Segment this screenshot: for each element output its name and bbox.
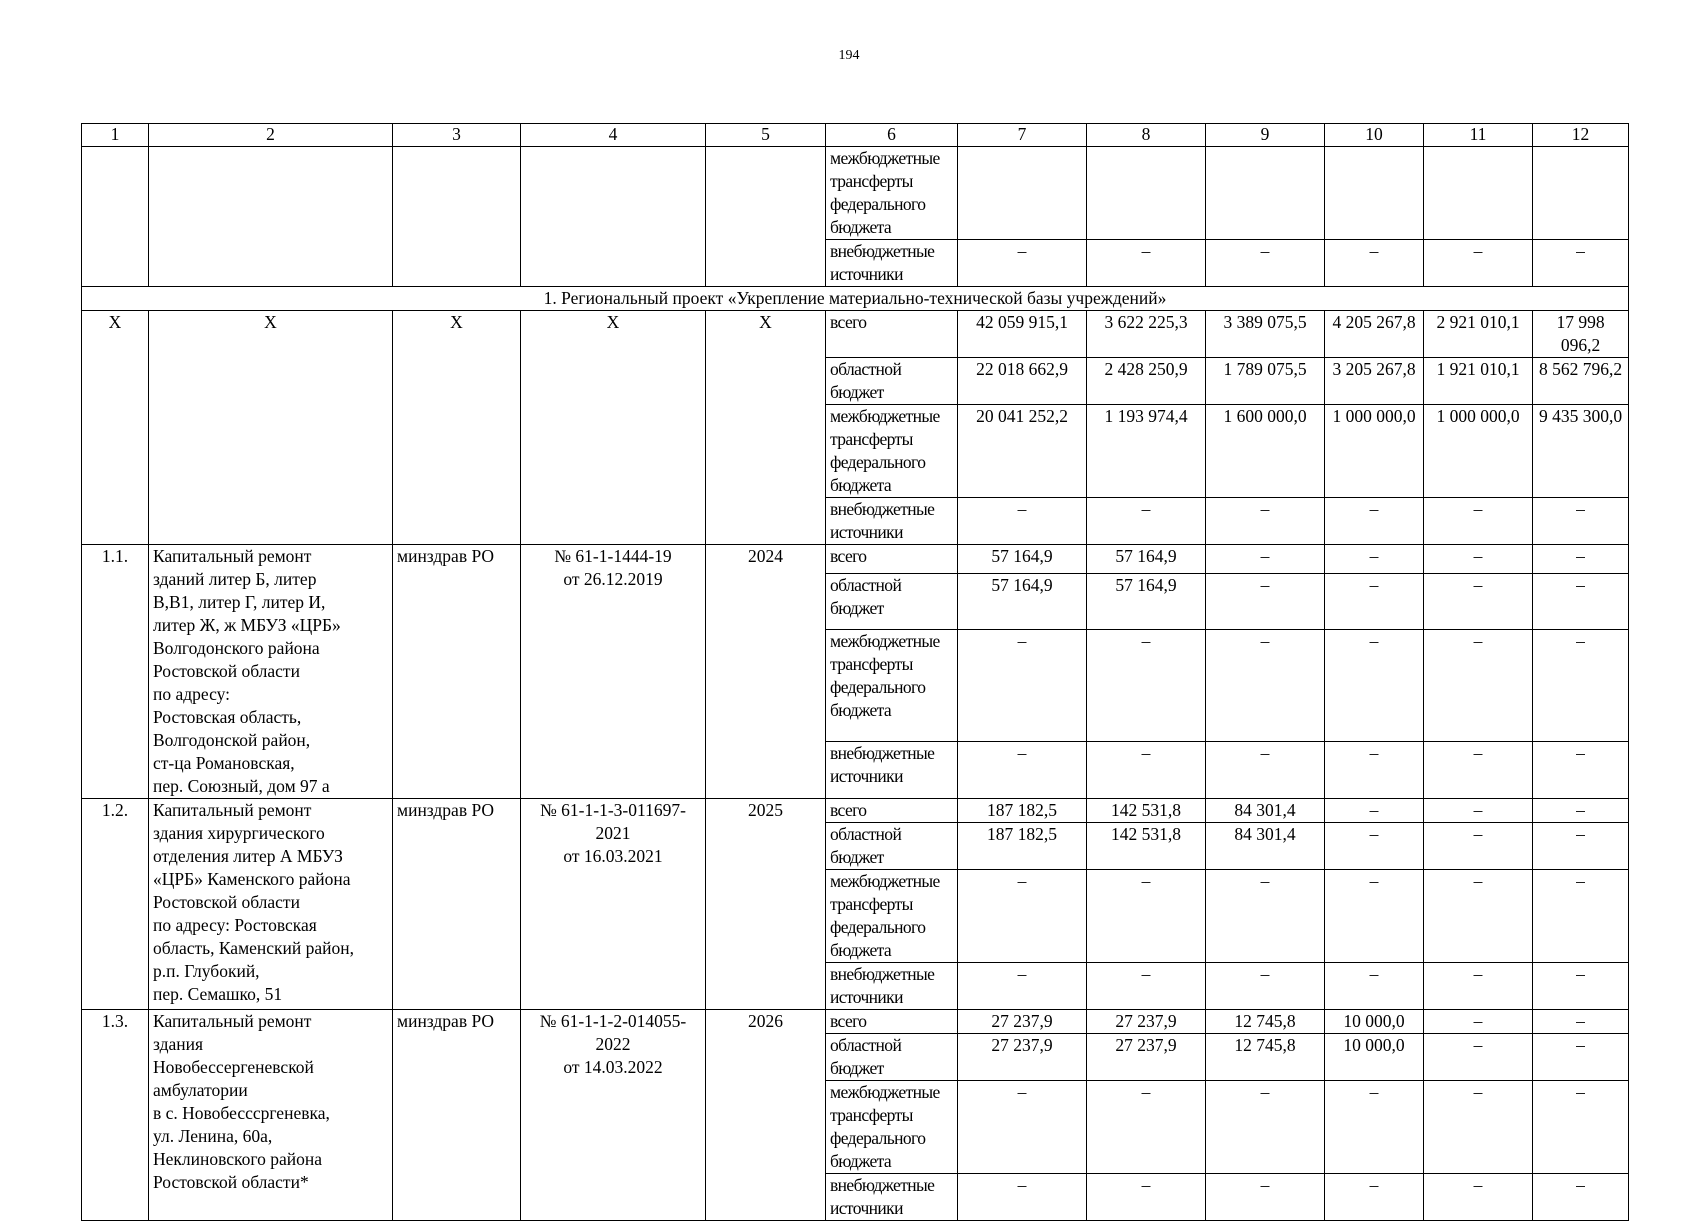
amount-cell [958, 147, 1087, 240]
amount-cell: – [1325, 870, 1424, 963]
amount-cell: 27 237,9 [1087, 1010, 1206, 1034]
amount-cell: – [1533, 742, 1629, 799]
object-name-line: отделения литер А МБУЗ [153, 846, 343, 866]
object-name-line: р.п. Глубокий, [153, 961, 260, 981]
object-name-line: Капитальный ремонт [153, 1011, 312, 1031]
amount-cell: – [1424, 963, 1533, 1010]
completion-year: 2024 [706, 545, 826, 799]
amount-cell: 20 041 252,2 [958, 405, 1087, 498]
amount-cell: – [1325, 1081, 1424, 1174]
amount-cell: – [958, 630, 1087, 742]
amount-cell: – [1533, 498, 1629, 545]
amount-cell: – [1206, 870, 1325, 963]
amount-cell: – [1325, 742, 1424, 799]
funding-source: межбюджетные трансферты федерального бюджета [826, 1081, 958, 1174]
amount-cell [1424, 147, 1533, 240]
funding-source: межбюджетные трансферты федерального бюджета [826, 147, 958, 240]
column-number: 5 [706, 124, 826, 147]
amount-cell: 8 562 796,2 [1533, 358, 1629, 405]
object-name-line: В,В1, литер Г, литер И, [153, 592, 326, 612]
amount-cell: – [1533, 870, 1629, 963]
amount-cell: – [1424, 498, 1533, 545]
empty-cell [82, 147, 149, 287]
column-number: 2 [149, 124, 393, 147]
amount-cell: – [1424, 240, 1533, 287]
summary-x-mark: X [706, 311, 826, 545]
amount-cell: – [1087, 1081, 1206, 1174]
amount-cell: 10 000,0 [1325, 1034, 1424, 1081]
object-name-line: пер. Семашко, 51 [153, 984, 283, 1004]
item-row [82, 799, 1629, 823]
column-number: 11 [1424, 124, 1533, 147]
column-number: 3 [393, 124, 521, 147]
amount-cell: 3 389 075,5 [1206, 311, 1325, 358]
amount-cell: 12 745,8 [1206, 1010, 1325, 1034]
funding-source: всего [826, 1010, 958, 1034]
amount-cell: – [1533, 1010, 1629, 1034]
amount-cell [1087, 147, 1206, 240]
amount-cell: – [1424, 1174, 1533, 1221]
amount-cell: 187 182,5 [958, 799, 1087, 823]
object-name-line: зданий литер Б, литер [153, 569, 317, 589]
column-number: 12 [1533, 124, 1629, 147]
amount-cell: – [958, 1174, 1087, 1221]
amount-cell: 1 789 075,5 [1206, 358, 1325, 405]
funding-source: всего [826, 545, 958, 574]
object-name [149, 545, 393, 799]
amount-cell: – [958, 870, 1087, 963]
page-number: 194 [838, 48, 860, 63]
amount-cell: – [1325, 799, 1424, 823]
amount-cell: 17 998 096,2 [1533, 311, 1629, 358]
amount-cell: – [1206, 1081, 1325, 1174]
object-name-line: ст-ца Романовская, [153, 753, 295, 773]
amount-cell: – [1424, 799, 1533, 823]
document-ref-line: № 61-1-1-2-014055- [539, 1011, 687, 1031]
amount-cell: – [958, 963, 1087, 1010]
object-name-line: Ростовской области [153, 892, 300, 912]
amount-cell: – [1206, 573, 1325, 630]
document-ref-line: № 61-1-1-3-011697- [540, 800, 686, 820]
document-ref-line: от 26.12.2019 [563, 569, 663, 589]
object-name [149, 1010, 393, 1221]
amount-cell: – [1533, 545, 1629, 574]
amount-cell: – [1206, 963, 1325, 1010]
column-number: 6 [826, 124, 958, 147]
amount-cell: 57 164,9 [958, 573, 1087, 630]
amount-cell: 3 205 267,8 [1325, 358, 1424, 405]
object-name-line: литер Ж, ж МБУЗ «ЦРБ» [153, 615, 341, 635]
object-name-line: Капитальный ремонт [153, 800, 312, 820]
amount-cell: 4 205 267,8 [1325, 311, 1424, 358]
amount-cell: – [1533, 799, 1629, 823]
responsible-org: минздрав РО [393, 799, 521, 1010]
section-title: 1. Региональный проект «Укрепление материально-технической базы учреждений» [82, 287, 1629, 311]
item-number: 1.3. [82, 1010, 149, 1221]
amount-cell: 27 237,9 [958, 1034, 1087, 1081]
object-name-line: пер. Союзный, дом 97 а [153, 776, 330, 796]
object-name-line: по адресу: Ростовская [153, 915, 317, 935]
object-name-line: Ростовская область, [153, 707, 302, 727]
object-name-line: Ростовской области* [153, 1172, 309, 1192]
amount-cell: – [1533, 240, 1629, 287]
summary-row [82, 311, 1629, 358]
item-row [82, 1010, 1629, 1034]
funding-source: внебюджетные источники [826, 240, 958, 287]
amount-cell: 42 059 915,1 [958, 311, 1087, 358]
column-number: 10 [1325, 124, 1424, 147]
document-ref [521, 799, 706, 1010]
object-name-line: область, Каменский район, [153, 938, 355, 958]
funding-source: всего [826, 799, 958, 823]
responsible-org: минздрав РО [393, 1010, 521, 1221]
column-number: 1 [82, 124, 149, 147]
amount-cell: – [1533, 573, 1629, 630]
amount-cell: – [1533, 823, 1629, 870]
amount-cell [1533, 147, 1629, 240]
section-row [82, 287, 1629, 311]
document-ref-line: № 61-1-1444-19 [554, 546, 672, 566]
document-ref [521, 1010, 706, 1221]
amount-cell: – [1424, 823, 1533, 870]
amount-cell: – [1325, 1174, 1424, 1221]
empty-cell [706, 147, 826, 287]
funding-source: областной бюджет [826, 1034, 958, 1081]
amount-cell: – [1206, 240, 1325, 287]
amount-cell: – [958, 240, 1087, 287]
amount-cell: 84 301,4 [1206, 823, 1325, 870]
amount-cell: – [1533, 630, 1629, 742]
amount-cell: – [1087, 870, 1206, 963]
continuation-row [82, 147, 1629, 240]
document-ref-line: 2022 [595, 1034, 631, 1054]
object-name-line: в с. Новобесссргеневка, [153, 1103, 330, 1123]
object-name-line: Капитальный ремонт [153, 546, 312, 566]
amount-cell: – [1087, 963, 1206, 1010]
amount-cell: 57 164,9 [1087, 573, 1206, 630]
amount-cell: – [1533, 1081, 1629, 1174]
item-number: 1.2. [82, 799, 149, 1010]
object-name-line: Волгодонской район, [153, 730, 311, 750]
completion-year: 2025 [706, 799, 826, 1010]
amount-cell: – [1206, 498, 1325, 545]
amount-cell: 10 000,0 [1325, 1010, 1424, 1034]
amount-cell: 2 921 010,1 [1424, 311, 1533, 358]
amount-cell: 1 000 000,0 [1424, 405, 1533, 498]
amount-cell: 22 018 662,9 [958, 358, 1087, 405]
funding-source: межбюджетные трансферты федерального бюджета [826, 630, 958, 742]
amount-cell: – [1424, 1034, 1533, 1081]
amount-cell: 142 531,8 [1087, 823, 1206, 870]
amount-cell: – [958, 1081, 1087, 1174]
funding-source: областной бюджет [826, 573, 958, 630]
funding-source: областной бюджет [826, 823, 958, 870]
amount-cell: 1 193 974,4 [1087, 405, 1206, 498]
amount-cell: 27 237,9 [958, 1010, 1087, 1034]
completion-year: 2026 [706, 1010, 826, 1221]
amount-cell: 2 428 250,9 [1087, 358, 1206, 405]
amount-cell: 57 164,9 [1087, 545, 1206, 574]
object-name-line: Новобессергеневской [153, 1057, 314, 1077]
item-number: 1.1. [82, 545, 149, 799]
amount-cell: – [1424, 742, 1533, 799]
amount-cell: 12 745,8 [1206, 1034, 1325, 1081]
amount-cell: – [1325, 240, 1424, 287]
column-number: 4 [521, 124, 706, 147]
amount-cell: – [1087, 240, 1206, 287]
responsible-org: минздрав РО [393, 545, 521, 799]
amount-cell: 3 622 225,3 [1087, 311, 1206, 358]
amount-cell: – [1206, 630, 1325, 742]
document-ref-line: от 14.03.2022 [563, 1057, 663, 1077]
amount-cell: 9 435 300,0 [1533, 405, 1629, 498]
amount-cell: 1 921 010,1 [1424, 358, 1533, 405]
object-name-line: Волгодонского района [153, 638, 320, 658]
amount-cell: 1 600 000,0 [1206, 405, 1325, 498]
amount-cell: – [1533, 963, 1629, 1010]
amount-cell: – [1325, 545, 1424, 574]
document-ref-line: от 16.03.2021 [563, 846, 663, 866]
funding-source: внебюджетные источники [826, 963, 958, 1010]
amount-cell: – [1206, 742, 1325, 799]
amount-cell: – [1424, 1010, 1533, 1034]
object-name [149, 799, 393, 1010]
funding-source: внебюджетные источники [826, 498, 958, 545]
document-ref-line: 2021 [595, 823, 631, 843]
amount-cell [1206, 147, 1325, 240]
funding-source: межбюджетные трансферты федерального бюджета [826, 870, 958, 963]
funding-source: областной бюджет [826, 358, 958, 405]
amount-cell: – [1424, 630, 1533, 742]
amount-cell: – [1424, 573, 1533, 630]
amount-cell: – [1325, 498, 1424, 545]
funding-source: межбюджетные трансферты федерального бюджета [826, 405, 958, 498]
item-row [82, 545, 1629, 574]
amount-cell: 27 237,9 [1087, 1034, 1206, 1081]
amount-cell: – [1087, 1174, 1206, 1221]
amount-cell: – [1325, 630, 1424, 742]
object-name-line: здания [153, 1034, 204, 1054]
funding-source: внебюджетные источники [826, 742, 958, 799]
amount-cell: – [958, 742, 1087, 799]
budget-table [81, 123, 1629, 1221]
header-row [82, 124, 1629, 147]
empty-cell [149, 147, 393, 287]
amount-cell: – [1206, 545, 1325, 574]
object-name-line: Неклиновского района [153, 1149, 323, 1169]
amount-cell: – [1087, 630, 1206, 742]
object-name-line: здания хирургического [153, 823, 325, 843]
amount-cell: – [1206, 1174, 1325, 1221]
amount-cell [1325, 147, 1424, 240]
column-number: 7 [958, 124, 1087, 147]
empty-cell [521, 147, 706, 287]
amount-cell: – [1424, 545, 1533, 574]
amount-cell: 142 531,8 [1087, 799, 1206, 823]
summary-x-mark: X [82, 311, 149, 545]
summary-x-mark: X [149, 311, 393, 545]
amount-cell: – [958, 498, 1087, 545]
funding-source: внебюджетные источники [826, 1174, 958, 1221]
column-number: 8 [1087, 124, 1206, 147]
object-name-line: ул. Ленина, 60а, [153, 1126, 273, 1146]
amount-cell: – [1424, 1081, 1533, 1174]
amount-cell: – [1325, 823, 1424, 870]
amount-cell: 84 301,4 [1206, 799, 1325, 823]
object-name-line: амбулатории [153, 1080, 248, 1100]
summary-x-mark: X [521, 311, 706, 545]
document-ref [521, 545, 706, 799]
amount-cell: – [1424, 870, 1533, 963]
amount-cell: – [1325, 963, 1424, 1010]
empty-cell [393, 147, 521, 287]
amount-cell: 57 164,9 [958, 545, 1087, 574]
amount-cell: – [1533, 1034, 1629, 1081]
amount-cell: – [1087, 742, 1206, 799]
amount-cell: – [1533, 1174, 1629, 1221]
amount-cell: 1 000 000,0 [1325, 405, 1424, 498]
column-number: 9 [1206, 124, 1325, 147]
amount-cell: – [1325, 573, 1424, 630]
object-name-line: по адресу: [153, 684, 231, 704]
object-name-line: Ростовской области [153, 661, 300, 681]
amount-cell: 187 182,5 [958, 823, 1087, 870]
summary-x-mark: X [393, 311, 521, 545]
amount-cell: – [1087, 498, 1206, 545]
object-name-line: «ЦРБ» Каменского района [153, 869, 351, 889]
funding-source: всего [826, 311, 958, 358]
